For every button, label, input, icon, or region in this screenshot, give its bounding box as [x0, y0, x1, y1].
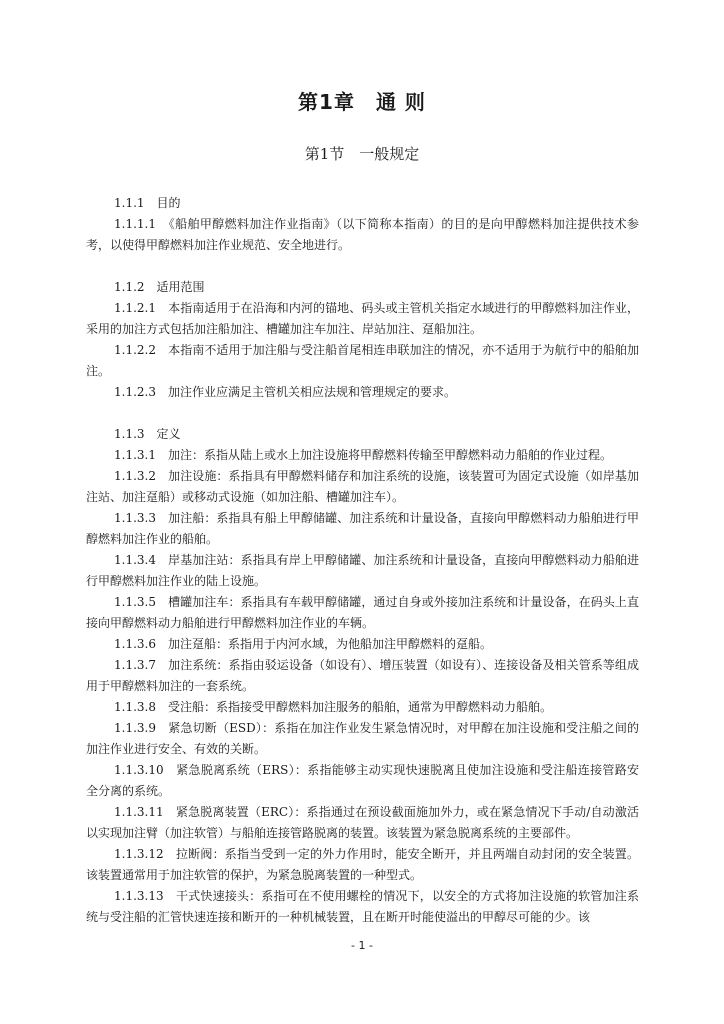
section-title: 第1节 一般规定	[304, 145, 420, 163]
clause-paragraph: 1.1.3.5 槽罐加注车：系指具有车载甲醇储罐，通过自身或外接加注系统和计量设备，在码头上直接向甲醇燃料动力船舶进行甲醇燃料加注作业的车辆。	[86, 595, 639, 630]
clause-paragraph: 1.1.3.2 加注设施：系指具有甲醇燃料储存和加注系统的设施，该装置可为固定式设施（如岸基加注站、加注趸船）或移动式设施（如加注船、槽罐加注车）。	[86, 469, 639, 504]
clause-paragraph: 1.1.3.11 紧急脱离装置（ERC）：系指通过在预设截面施加外力，或在紧急情况下手动/自动激活以实现加注臂（加注软管）与船舶连接管路脱离的装置。该装置为紧急脱离系统的主要部件。	[86, 805, 639, 840]
clause-paragraph: 1.1.2.2 本指南不适用于加注船与受注船首尾相连串联加注的情况，亦不适用于为航行中的船舶加注。	[86, 343, 639, 378]
document-body	[86, 193, 639, 928]
clause-paragraph: 1.1.3.4 岸基加注站：系指具有岸上甲醇储罐、加注系统和计量设备，直接向甲醇燃料动力船舶进行甲醇燃料加注作业的陆上设施。	[86, 553, 639, 588]
clause-heading: 1.1.1 目的	[114, 196, 181, 210]
clause-paragraph: 1.1.3.13 干式快速接头：系指可在不使用螺栓的情况下，以安全的方式将加注设施的软管加注系统与受注船的汇管快速连接和断开的一种机械装置，且在断开时能使溢出的甲醇尽可能的少。该	[86, 889, 639, 924]
clause-heading: 1.1.3 定义	[114, 427, 181, 441]
clause-paragraph: 1.1.3.3 加注船：系指具有船上甲醇储罐、加注系统和计量设备，直接向甲醇燃料动力船舶进行甲醇燃料加注作业的船舶。	[86, 511, 639, 546]
paragraph-gap	[86, 256, 639, 277]
clause-paragraph: 1.1.3.12 拉断阀：系指当受到一定的外力作用时，能安全断开，并且两端自动封闭的安全装置。该装置通常用于加注软管的保护，为紧急脱离装置的一种型式。	[86, 847, 639, 882]
clause-paragraph: 1.1.3.1 加注：系指从陆上或水上加注设施将甲醇燃料传输至甲醇燃料动力船舶的作业过程。	[114, 448, 612, 462]
page-number: - 1 -	[351, 939, 373, 952]
clause-paragraph: 1.1.2.1 本指南适用于在沿海和内河的锚地、码头或主管机关指定水域进行的甲醇燃料加注作业，采用的加注方式包括加注船加注、槽罐加注车加注、岸站加注、趸船加注。	[86, 301, 639, 336]
clause-paragraph: 1.1.3.9 紧急切断（ESD）：系指在加注作业发生紧急情况时，对甲醇在加注设施和受注船之间的加注作业进行安全、有效的关断。	[86, 721, 639, 756]
clause-paragraph: 1.1.3.10 紧急脱离系统（ERS）：系指能够主动实现快速脱离且使加注设施和受注船连接管路安全分离的系统。	[86, 763, 639, 798]
clause-heading: 1.1.2 适用范围	[114, 280, 205, 294]
chapter-title: 第1章 通 则	[298, 90, 426, 114]
clause-paragraph: 1.1.3.7 加注系统：系指由驳运设备（如设有）、增压装置（如设有）、连接设备及相关管系等组成用于甲醇燃料加注的一套系统。	[86, 658, 639, 693]
clause-paragraph: 1.1.3.8 受注船：系指接受甲醇燃料加注服务的船舶，通常为甲醇燃料动力船舶。	[114, 700, 552, 714]
clause-paragraph: 1.1.3.6 加注趸船：系指用于内河水域，为他船加注甲醇燃料的趸船。	[114, 637, 492, 651]
clause-paragraph: 1.1.2.3 加注作业应满足主管机关相应法规和管理规定的要求。	[114, 385, 456, 399]
clause-paragraph: 1.1.1.1 《船舶甲醇燃料加注作业指南》（以下简称本指南）的目的是向甲醇燃料加注提供技术参考，以使得甲醇燃料加注作业规范、安全地进行。	[86, 217, 639, 252]
paragraph-gap	[86, 403, 639, 424]
